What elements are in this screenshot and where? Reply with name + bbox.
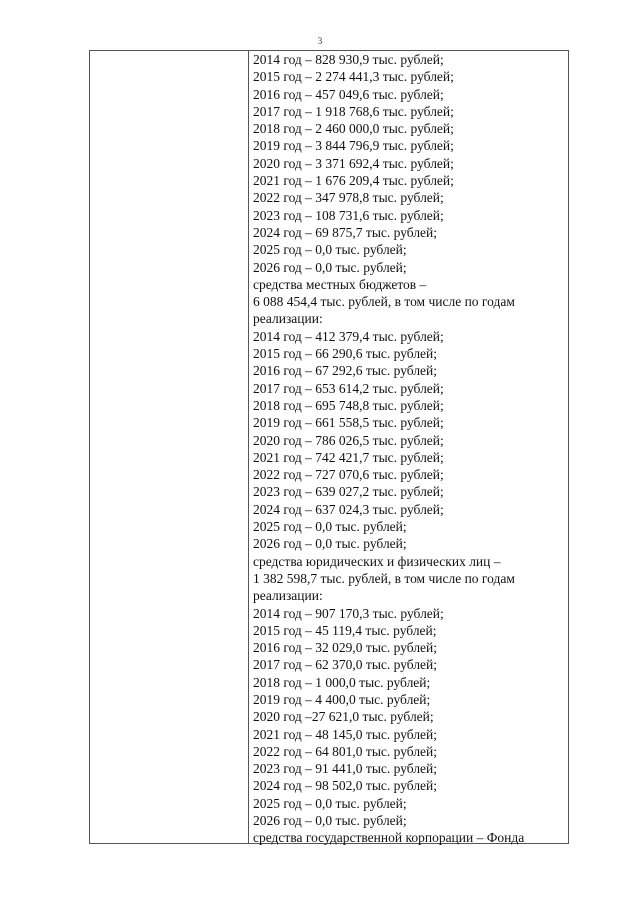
text-line: 2022 год – 347 978,8 тыс. рублей;	[253, 190, 444, 206]
text-line: 2015 год – 2 274 441,3 тыс. рублей;	[253, 69, 454, 85]
text-line: 2020 год – 3 371 692,4 тыс. рублей;	[253, 155, 454, 171]
text-line: 1 382 598,7 тыс. рублей, в том числе по годам	[253, 570, 515, 586]
text-line: 2025 год – 0,0 тыс. рублей;	[253, 242, 407, 258]
text-line: 2014 год – 907 170,3 тыс. рублей;	[253, 605, 444, 621]
text-line: 2016 год – 67 292,6 тыс. рублей;	[253, 363, 438, 379]
text-line: 2025 год – 0,0 тыс. рублей;	[253, 519, 407, 535]
text-line: реализации:	[253, 588, 323, 604]
text-line: 2016 год – 32 029,0 тыс. рублей;	[253, 640, 438, 656]
text-line: средства государственной корпорации – Фонда	[253, 830, 525, 846]
text-line: 6 088 454,4 тыс. рублей, в том числе по годам	[253, 294, 515, 310]
text-line: 2017 год – 1 918 768,6 тыс. рублей;	[253, 103, 454, 119]
text-line: 2023 год – 91 441,0 тыс. рублей;	[253, 761, 438, 777]
page-number: 3	[317, 36, 323, 46]
text-line: 2022 год – 64 801,0 тыс. рублей;	[253, 743, 438, 759]
text-line: 2015 год – 66 290,6 тыс. рублей;	[253, 346, 438, 362]
text-line: реализации:	[253, 311, 323, 327]
text-line: 2023 год – 639 027,2 тыс. рублей;	[253, 484, 444, 500]
text-line: 2019 год – 661 558,5 тыс. рублей;	[253, 415, 444, 431]
table-right-cell	[249, 51, 568, 846]
text-line: 2020 год –27 621,0 тыс. рублей;	[253, 709, 434, 725]
text-line: 2021 год – 742 421,7 тыс. рублей;	[253, 449, 444, 465]
text-line: 2018 год – 695 748,8 тыс. рублей;	[253, 397, 444, 413]
text-line: 2024 год – 98 502,0 тыс. рублей;	[253, 778, 438, 794]
text-line: средства местных бюджетов –	[253, 276, 427, 292]
text-line: 2026 год – 0,0 тыс. рублей;	[253, 259, 407, 275]
text-line: 2026 год – 0,0 тыс. рублей;	[253, 813, 407, 829]
text-line: 2022 год – 727 070,6 тыс. рублей;	[253, 467, 444, 483]
text-line: 2014 год – 412 379,4 тыс. рублей;	[253, 328, 444, 344]
text-line: 2020 год – 786 026,5 тыс. рублей;	[253, 432, 444, 448]
text-line: 2025 год – 0,0 тыс. рублей;	[253, 795, 407, 811]
text-line: 2014 год – 828 930,9 тыс. рублей;	[253, 52, 444, 67]
text-line: 2018 год – 2 460 000,0 тыс. рублей;	[253, 121, 454, 137]
text-line: 2024 год – 637 024,3 тыс. рублей;	[253, 501, 444, 517]
text-line: 2023 год – 108 731,6 тыс. рублей;	[253, 207, 444, 223]
document-table	[89, 50, 569, 844]
text-line: средства юридических и физических лиц –	[253, 553, 501, 569]
text-line: 2019 год – 4 400,0 тыс. рублей;	[253, 691, 431, 707]
text-line: 2024 год – 69 875,7 тыс. рублей;	[253, 224, 438, 240]
text-line: 2015 год – 45 119,4 тыс. рублей;	[253, 622, 437, 638]
text-line: 2016 год – 457 049,6 тыс. рублей;	[253, 86, 444, 102]
text-line: 2019 год – 3 844 796,9 тыс. рублей;	[253, 138, 454, 154]
text-line: 2026 год – 0,0 тыс. рублей;	[253, 536, 407, 552]
text-line: 2017 год – 653 614,2 тыс. рублей;	[253, 380, 444, 396]
table-left-cell	[90, 51, 249, 843]
text-line: 2021 год – 1 676 209,4 тыс. рублей;	[253, 173, 454, 189]
text-line: 2021 год – 48 145,0 тыс. рублей;	[253, 726, 438, 742]
text-line: 2017 год – 62 370,0 тыс. рублей;	[253, 657, 438, 673]
text-line: 2018 год – 1 000,0 тыс. рублей;	[253, 674, 431, 690]
